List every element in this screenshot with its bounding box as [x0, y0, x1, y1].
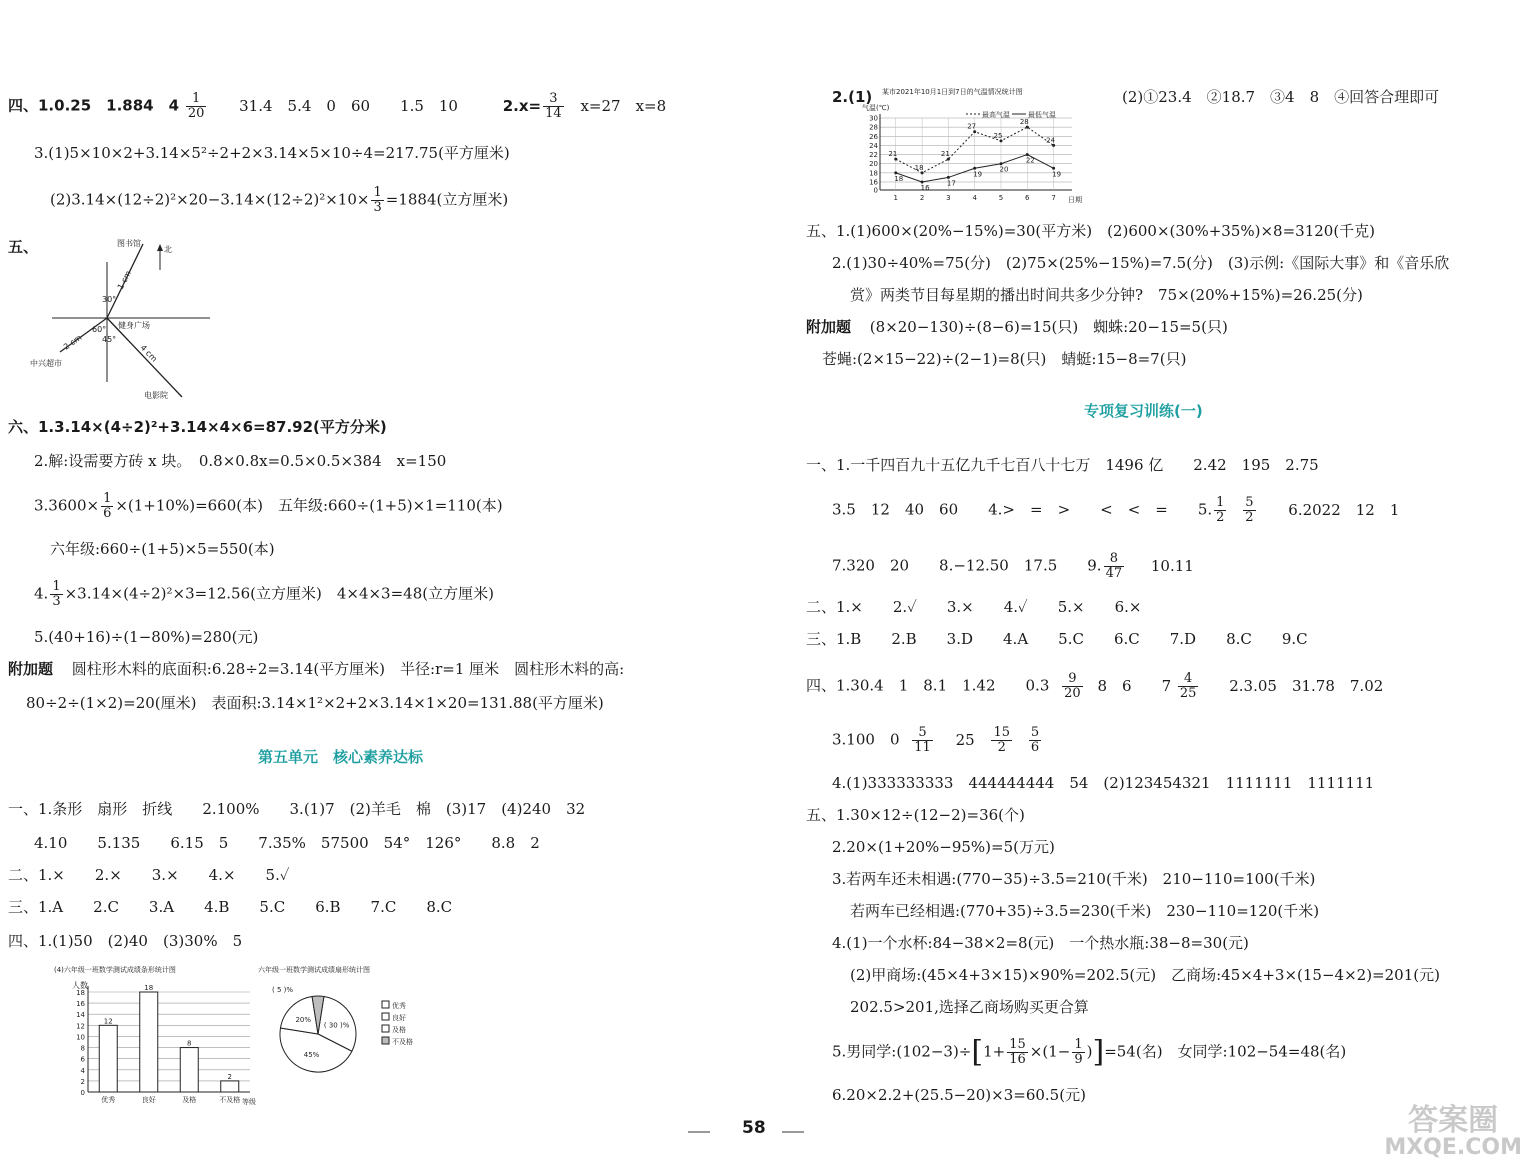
bar-y-tick: 2	[80, 1077, 85, 1086]
answer-line: 202.5>201,选择乙商场购买更合算	[850, 998, 1089, 1016]
fraction: $\frac{15}{2}$	[993, 725, 1011, 755]
legend-low-label: 最低气温	[1028, 111, 1056, 119]
watermark-logo	[1384, 1103, 1522, 1160]
answer-line: 附加题 圆柱形木料的底面积:6.28÷2=3.14(平方厘米) 半径:r=1 厘米 圆柱形木料的高:	[8, 660, 625, 678]
map-label-dist1: 1 cm	[115, 269, 134, 291]
line-y-tick: 26	[869, 132, 878, 141]
answer-line: 附加题 (8×20−130)÷(8−6)=15(只) 蜘蛛:20−15=5(只)	[806, 318, 1228, 336]
map-label-dist3: 4 cm	[138, 343, 159, 364]
map-label-supermarket: 中兴超市	[30, 359, 62, 368]
map-label-angle1: 30°	[102, 295, 117, 304]
map-label-cinema: 电影院	[144, 391, 168, 400]
line-point-label: 28	[1019, 118, 1029, 127]
line-point-label: 21	[888, 150, 898, 159]
map-label-angle3: 45°	[102, 335, 117, 344]
bar-y-tick: 4	[80, 1066, 85, 1075]
bar	[180, 1048, 198, 1092]
answer-line: 四、1.(1)50 (2)40 (3)30% 5	[8, 932, 243, 950]
fraction: $\frac{1}{3}$	[52, 579, 61, 609]
answer-line: 80÷2÷(1×2)=20(厘米) 表面积:3.14×1²×2+2×3.14×1×20=131.88(平方厘米)	[26, 694, 604, 712]
bar-chart-xlabel: 等级	[242, 1098, 256, 1106]
answer-line: 五、1.30×12÷(12−2)=36(个)	[806, 806, 1025, 824]
pie-legend-swatch	[382, 1025, 389, 1032]
fraction: $\frac{5}{11}$	[914, 725, 931, 755]
answer-line: 一、1.条形 扇形 折线 2.100% 3.(1)7 (2)羊毛 棉 (3)17 (4)240 32	[8, 800, 586, 818]
map-label-center: 健身广场	[118, 321, 150, 330]
map-label-library: 图书馆	[117, 239, 141, 248]
line-x-tick: 7	[1051, 194, 1056, 202]
direction-map	[30, 232, 250, 402]
answer-line: 3.3600× $\frac{1}{6}$ ×(1+10%)=660(本) 五年级:660÷(1+5)×1=110(本)	[34, 491, 503, 521]
line-x-tick: 2	[919, 194, 925, 202]
answer-line: 2.20×(1+20%−95%)=5(万元)	[832, 838, 1055, 856]
line-x-tick: 6	[1025, 194, 1030, 202]
bar-y-tick: 16	[76, 1000, 85, 1009]
bar-category-label: 不及格	[219, 1096, 241, 1104]
line-y-tick: 30	[869, 114, 878, 123]
pie-chart	[258, 962, 468, 1092]
pie-slice-label: ( 30 )%	[323, 1021, 350, 1030]
answer-line: 四、1.0.25 1.884 4 $\frac{1}{20}$ 31.4 5.4 0 60 1.5 10 2.x= $\frac{3}{14}$ x=27 x=8	[8, 91, 667, 121]
pie-legend-swatch	[382, 1001, 389, 1008]
pie-legend-label: 优秀	[392, 1002, 406, 1010]
bar-y-tick: 10	[76, 1033, 85, 1042]
line-point-label: 16	[920, 184, 930, 192]
line-x-tick: 5	[998, 194, 1004, 202]
answer-line: 3.若两车还未相遇:(770−35)÷3.5=210(千米) 210−110=100(千米)	[832, 870, 1316, 888]
answer-line: (2)3.14×(12÷2)²×20−3.14×(12÷2)²×10× $\frac{1}{3}$ =1884(立方厘米)	[50, 185, 509, 215]
section-label: 五、	[8, 238, 39, 256]
map-label-north: 北	[164, 245, 172, 254]
line-point-label: 24	[1046, 136, 1056, 145]
section-title: 第五单元 核心素养达标	[258, 748, 424, 766]
answer-line: (2)甲商场:(45×4+3×15)×90%=202.5(元) 乙商场:45×4+3×(15−4×2)=201(元)	[850, 966, 1440, 984]
fraction: $\frac{8}{47}$	[1105, 551, 1123, 581]
bar-value-label: 12	[103, 1017, 113, 1026]
line-point-label: 27	[967, 122, 977, 131]
answer-line: 3.100 0 $\frac{5}{11}$ 25 $\frac{15}{2}$ $\frac{5}{6}$	[832, 725, 1040, 755]
fraction: $\frac{1}{6}$	[103, 491, 112, 521]
fraction: $\frac{4}{25}$	[1179, 671, 1197, 701]
line-x-tick: 4	[972, 194, 977, 202]
bar-y-tick: 0	[80, 1089, 85, 1097]
fraction: $\frac{1}{2}$	[1216, 495, 1225, 525]
pie-legend-label: 不及格	[392, 1038, 413, 1046]
line-y-tick: 20	[869, 160, 878, 169]
bar-value-label: 18	[144, 984, 154, 992]
page-number-rules	[688, 1126, 858, 1138]
answer-line: (2)①23.4 ②18.7 ③4 8 ④回答合理即可	[1122, 88, 1440, 106]
line-chart-title: 某市2021年10月1日到7日的气温情况统计图	[882, 88, 1023, 96]
page-number: 58	[742, 1118, 766, 1138]
bar-y-tick: 14	[76, 1011, 85, 1020]
answer-line: 7.320 20 8.−12.50 17.5 9. $\frac{8}{47}$ 10.11	[832, 551, 1194, 581]
line-point-label: 18	[894, 174, 904, 183]
line-point-label: 21	[940, 150, 950, 159]
line-point-label: 18	[914, 163, 924, 172]
bar-chart-title: (4)六年级一班数学测试成绩条形统计图	[54, 966, 176, 974]
map-label-dist2: 2 cm	[61, 332, 84, 352]
bar-category-label: 良好	[141, 1096, 156, 1104]
bar-value-label: 2	[227, 1072, 232, 1081]
line-point-label: 19	[1052, 170, 1062, 179]
answer-line: 六年级:660÷(1+5)×5=550(本)	[50, 540, 275, 558]
legend-high-label: 最高气温	[982, 111, 1010, 119]
answer-line: 三、1.B 2.B 3.D 4.A 5.C 6.C 7.D 8.C 9.C	[806, 630, 1308, 648]
bar-y-tick: 18	[76, 989, 85, 997]
line-y-tick: 16	[869, 178, 878, 187]
bar-chart	[50, 962, 270, 1112]
pie-legend-swatch	[382, 1013, 389, 1020]
answer-line: 苍蝇:(2×15−22)÷(2−1)=8(只) 蜻蜓:15−8=7(只)	[822, 350, 1187, 368]
line-y-tick: 28	[869, 123, 878, 132]
answer-line: 五、1.(1)600×(20%−15%)=30(平方米) (2)600×(30%+35%)×8=3120(千克)	[806, 222, 1376, 240]
answer-line: 若两车已经相遇:(770+35)÷3.5=230(千米) 230−110=120(千米)	[850, 902, 1320, 920]
answer-line: 二、1.× 2.✓ 3.× 4.✓ 5.× 6.×	[806, 598, 1142, 616]
answer-line: 3.5 12 40 60 4.> = > < < = 5. $\frac{1}{2}$ $\frac{5}{2}$ 6.2022 12 1	[832, 495, 1400, 525]
bar	[140, 992, 158, 1092]
line-chart-ylabel: 气温(℃)	[862, 104, 890, 112]
pie-chart-title: 六年级一班数学测试成绩扇形统计图	[258, 966, 370, 974]
answer-line: 赏》两类节目每星期的播出时间共多少分钟? 75×(20%+15%)=26.25(分)	[850, 286, 1363, 304]
answer-line: 三、1.A 2.C 3.A 4.B 5.C 6.B 7.C 8.C	[8, 898, 453, 916]
fraction: $\frac{15}{16}$	[1009, 1037, 1026, 1067]
answer-line: 2.(1)30÷40%=75(分) (2)75×(25%−15%)=7.5(分) (3)示例:《国际大事》和《音乐欣	[832, 254, 1450, 272]
fraction: $\frac{1}{20}$	[187, 91, 205, 121]
north-arrowhead-icon	[157, 244, 163, 251]
line-x-tick: 1	[893, 194, 899, 202]
answer-line: 6.20×2.2+(25.5−20)×3=60.5(元)	[832, 1086, 1086, 1104]
line-point-label: 17	[946, 179, 956, 188]
line-y-tick: 24	[869, 141, 878, 150]
bar-y-tick: 12	[76, 1022, 85, 1031]
answer-line: 二、1.× 2.× 3.× 4.× 5.✓	[8, 866, 290, 884]
fraction: $\frac{9}{20}$	[1064, 671, 1081, 701]
line-x-tick: 3	[946, 194, 951, 202]
section-title: 专项复习训练(一)	[1084, 402, 1203, 420]
line-point-label: 19	[973, 170, 983, 179]
line-point-label: 22	[1025, 156, 1035, 165]
answer-line: 2.解:设需要方砖 x 块。 0.8×0.8x=0.5×0.5×384 x=150	[34, 452, 447, 470]
bar	[99, 1025, 117, 1092]
watermark-line1: 答案圈	[1408, 1103, 1499, 1138]
answer-line: 5.男同学:(102−3)÷[1+ $\frac{15}{16}$ ×(1− $\frac{1}{9}$ )]=54(名) 女同学:102−54=48(名)	[832, 1034, 1347, 1070]
fraction: $\frac{3}{14}$	[545, 91, 562, 121]
bar-chart-ylabel: 人数	[72, 981, 88, 990]
answer-line: 4. $\frac{1}{3}$ ×3.14×(4÷2)²×3=12.56(立方厘米) 4×4×3=48(立方厘米)	[34, 579, 494, 609]
pie-slice-label: 20%	[295, 1016, 312, 1025]
answer-line: 3.(1)5×10×2+3.14×5²÷2+2×3.14×5×10÷4=217.75(平方厘米)	[34, 144, 510, 162]
line-y-tick: 0	[873, 186, 878, 195]
answer-line: 四、1.30.4 1 8.1 1.42 0.3 $\frac{9}{20}$ 8 6 7 $\frac{4}{25}$ 2.3.05 31.78 7.02	[806, 671, 1384, 701]
bar-category-label: 及格	[182, 1096, 197, 1104]
answer-line: 4.10 5.135 6.15 5 7.35% 57500 54° 126° 8.8 2	[34, 834, 540, 852]
fraction: $\frac{1}{3}$	[373, 185, 382, 215]
fraction: $\frac{5}{2}$	[1245, 495, 1254, 525]
answer-line: 六、1.3.14×(4÷2)²+3.14×4×6=87.92(平方分米)	[8, 418, 387, 436]
bar	[221, 1081, 239, 1092]
pie-legend-label: 良好	[392, 1014, 406, 1022]
answer-line: 4.(1)333333333 444444444 54 (2)123454321 1111111 1111111	[832, 774, 1375, 792]
fraction: $\frac{1}{9}$	[1074, 1037, 1083, 1067]
temperature-line-chart	[862, 84, 1102, 206]
bar-y-tick: 6	[80, 1055, 85, 1064]
pie-top-label: ( 5 )%	[272, 986, 294, 994]
bar-value-label: 8	[187, 1039, 192, 1048]
line-point-label: 25	[993, 131, 1003, 140]
line-chart-xlabel: 日期	[1068, 196, 1082, 204]
answer-line: 2.(1)	[832, 88, 873, 106]
line-y-tick: 18	[869, 169, 878, 178]
pie-slice-label: 45%	[303, 1050, 320, 1059]
answer-line: 5.(40+16)÷(1−80%)=280(元)	[34, 628, 259, 646]
bar-y-tick: 8	[80, 1044, 85, 1053]
fraction: $\frac{5}{6}$	[1030, 725, 1040, 755]
bar-category-label: 优秀	[101, 1096, 116, 1104]
answer-line: 4.(1)一个水杯:84−38×2=8(元) 一个热水瓶:38−8=30(元)	[832, 934, 1249, 952]
watermark-line2: MXQE.COM	[1384, 1135, 1522, 1160]
pie-legend-swatch	[382, 1037, 389, 1044]
map-label-angle2: 60°	[92, 325, 107, 334]
line-point-label: 20	[999, 165, 1009, 174]
pie-slice	[280, 996, 318, 1034]
line-y-tick: 22	[869, 151, 878, 160]
answer-line: 一、1.一千四百九十五亿九千七百八十七万 1496 亿 2.42 195 2.75	[806, 456, 1319, 474]
pie-legend-label: 及格	[392, 1026, 406, 1034]
